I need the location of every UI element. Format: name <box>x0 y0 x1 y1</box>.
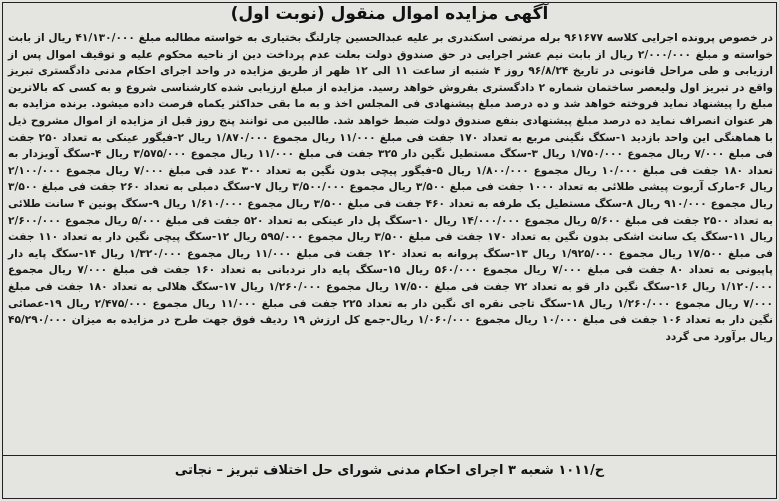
notice-body: در خصوص پرونده اجرایی کلاسه ۹۶۱۶۷۷ برله مرتضی اسکندری بر علیه عبدالحسین چارلنگ بختیاری به خواسته مطالبه مبلغ ۴۱/۱۳۰/۰۰۰ ریال از بابت خواسته و مبلغ ۲/۰۰۰/۰۰۰ ریال از بابت نیم عشر اجرایی در حق صندوق دولت بعلت عدم پرداخت دین از ناحیه محکوم علیه و توقیف اموال پس از ارزیابی و طی مراحل قانونی در تاریخ ۹۶/۸/۲۴ روز ۴ شنبه از ساعت ۱۱ الی ۱۲ ظهر از طریق مزایده در واحد اجرای احکام مدنی دادگستری تبریز واقع در تبریز اول ولیعصر ساختمان شماره ۲ دادگستری بفروش خواهد رسید. مزایده از مبلغ ارزیابی شده کارشناسی شروع و به کسی که بالاترین مبلغ را پیشنهاد نماید فروخته خواهد شد و ده درصد مبلغ پیشنهادی فی المجلس اخذ و به ما بقی حداکثر یکماه فرصت داده میشود. برنده مزایده به هر عنوان انصراف نماید ده درصد مبلغ پیشنهادی بنفع صندوق دولت ضبط خواهد شد. طالبین می توانند پنج روز قبل از مزایده از اموال مشروح ذیل با هماهنگی این واحد بازدید ۱-سکگ نگینی مربع به تعداد ۱۷۰ جفت فی مبلغ ۱۱/۰۰۰ ریال مجموع ۱/۸۷۰/۰۰۰ ریال ۲-فیگور عینکی به تعداد ۲۵۰ جفت فی مبلغ ۷/۰۰۰ ریال مجموع ۱/۷۵۰/۰۰۰ ریال ۳-سکگ مستطیل نگین دار ۳۲۵ جفت فی مبلغ ۱۱/۰۰۰ ریال مجموع ۳/۵۷۵/۰۰۰ ریال ۴-سکگ آویزدار به تعداد ۱۸۰ جفت فی مبلغ ۱۰/۰۰۰ ریال مجموع ۱/۸۰۰/۰۰۰ ریال ۵-فیگور پیچی بدون نگین به تعداد ۳۰۰ عدد فی مبلغ ۷/۰۰۰ ریال مجموع ۲/۱۰۰/۰۰۰ ریال ۶-مارک آربوت پیشی طلائی به تعداد ۱۰۰۰ جفت فی مبلغ ۳/۵۰۰ ریال مجموع ۳/۵۰۰/۰۰۰ ریال ۷-سکگ دمبلی به تعداد ۲۶۰ جفت فی مبلغ ۳/۵۰۰ ریال مجموع ۹۱۰/۰۰۰ ریال ۸-سکگ مستطیل یک طرفه به تعداد ۴۶۰ جفت فی مبلغ ۳/۵۰۰ ریال مجموع ۱/۶۱۰/۰۰۰ ریال ۹-سکگ پونین ۴ سانت طلائی به تعداد ۲۵۰۰ جفت فی مبلغ ۵/۶۰۰ ریال مجموع ۱۴/۰۰۰/۰۰۰ ریال ۱۰-سکگ پل دار عینکی به تعداد ۵۲۰ جفت فی مبلغ ۵/۰۰۰ ریال مجموع ۲/۶۰۰/۰۰۰ ریال ۱۱-سکگ یک سانت اشکی بدون نگین به تعداد ۱۷۰ جفت فی مبلغ ۳/۵۰۰ ریال مجموع ۵۹۵/۰۰۰ ریال ۱۲-سکگ پیچی نگین دار به تعداد ۱۱۰ جفت فی مبلغ ۱۷/۵۰۰ ریال مجموع ۱/۹۲۵/۰۰۰ ریال ۱۳-سکگ پروانه به تعداد ۱۲۰ جفت فی مبلغ ۱۱/۰۰۰ ریال مجموع ۱/۳۲۰/۰۰۰ ریال ۱۴-سکگ پایه دار پاپیونی به تعداد ۸۰ جفت فی مبلغ ۷/۰۰۰ ریال مجموع ۵۶۰/۰۰۰ ریال ۱۵-سکگ پایه دار نردبانی به تعداد ۱۶۰ جفت فی مبلغ ۷/۰۰۰ ریال مجموع ۱/۱۲۰/۰۰۰ ریال ۱۶-سکگ نگین دار قو به تعداد ۷۲ جفت فی مبلغ ۱۷/۵۰۰ ریال مجموع ۱/۲۶۰/۰۰۰ ریال ۱۷-سکگ هلالی به تعداد ۱۸۰ جفت فی مبلغ ۷/۰۰۰ ریال مجموع ۱/۲۶۰/۰۰۰ ریال ۱۸-سکگ تاجی نقره ای نگین دار به تعداد ۲۲۵ جفت فی مبلغ ۱۱/۰۰۰ ریال مجموع ۲/۴۷۵/۰۰۰ ریال ۱۹-عصائی نگین دار به تعداد ۱۰۶ جفت فی مبلغ ۱۰/۰۰۰ ریال مجموع ۱/۰۶۰/۰۰۰ ریال-جمع کل ارزش ۱۹ ردیف فوق جهت طرح در مزایده به میزان ۴۵/۲۹۰/۰۰۰ ریال برآورد می گردد <box>8 32 774 343</box>
notice-title: آگهی مزایده اموال منقول (نوبت اول) <box>230 4 549 24</box>
footer-divider <box>2 455 777 456</box>
notice-footer: ح/۱۰۱۱ شعبه ۳ اجرای احکام مدنی شورای حل اختلاف تبریز – نجاتی <box>174 463 605 478</box>
